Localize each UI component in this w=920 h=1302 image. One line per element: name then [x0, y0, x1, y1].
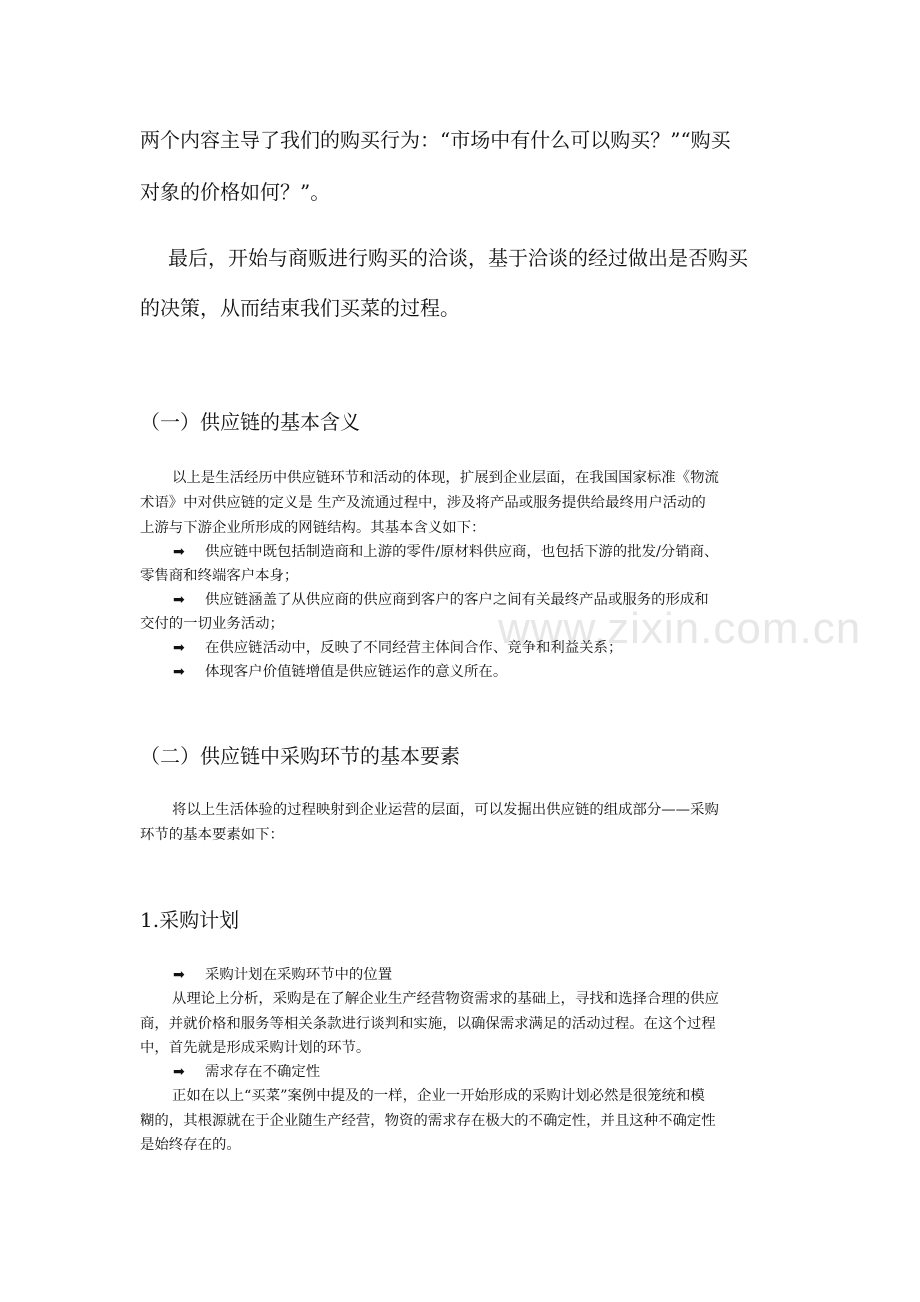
section1-bullet-3-text: 在供应链活动中，反映了不同经营主体间合作、竞争和利益关系； [205, 640, 623, 656]
section1-para-line3: 上游与下游企业所形成的网链结构。其基本含义如下： [140, 520, 486, 536]
section3-bullet-1 [173, 963, 392, 984]
intro-p1-line1: 两个内容主导了我们的购买行为：“市场中有什么可以购买？”“购买 [140, 128, 731, 152]
section3-heading: 1.采购计划 [140, 908, 240, 932]
watermark: www.zixin.com.cn [498, 604, 862, 653]
section3-p2-line3: 是始终存在的。 [140, 1137, 241, 1153]
section1-bullet-2-cont: 交付的一切业务活动； [140, 616, 284, 632]
section1-para-line1: 以上是生活经历中供应链环节和活动的体现，扩展到企业层面，在我国国家标准《物流 [172, 470, 719, 486]
arrow-icon: ➡ [173, 544, 185, 560]
section2-para-line1: 将以上生活体验的过程映射到企业运营的层面，可以发掘出供应链的组成部分——采购 [172, 802, 719, 818]
section3-p1-line3: 中，首先就是形成采购计划的环节。 [140, 1040, 371, 1056]
section2-heading: （二）供应链中采购环节的基本要素 [140, 744, 460, 768]
section1-bullet-1 [173, 540, 718, 561]
arrow-icon: ➡ [173, 967, 185, 983]
section1-bullet-2-text: 供应链涵盖了从供应商的供应商到客户的客户之间有关最终产品或服务的形成和 [205, 592, 709, 608]
intro-p2-line2: 的决策，从而结束我们买菜的过程。 [140, 296, 460, 320]
arrow-icon: ➡ [173, 592, 185, 608]
section3-bullet-2-text: 需求存在不确定性 [205, 1064, 321, 1080]
intro-p1-line2: 对象的价格如何？”。 [140, 180, 331, 204]
section3-bullet-1-text: 采购计划在采购环节中的位置 [205, 967, 393, 983]
arrow-icon: ➡ [173, 1064, 185, 1080]
section3-p1-line1: 从理论上分析，采购是在了解企业生产经营物资需求的基础上，寻找和选择合理的供应 [172, 991, 719, 1007]
section3-p2-line1: 正如在以上“买菜”案例中提及的一样，企业一开始形成的采购计划必然是很笼统和模 [172, 1088, 705, 1104]
section2-para-line2: 环节的基本要素如下： [140, 827, 284, 843]
arrow-icon: ➡ [173, 664, 185, 680]
section1-heading: （一）供应链的基本含义 [140, 410, 360, 434]
section3-p2-line2: 糊的，其根源就在于企业随生产经营，物资的需求存在极大的不确定性，并且这种不确定性 [140, 1113, 716, 1129]
section1-para-line2: 术语》中对供应链的定义是 生产及流通过程中，涉及将产品或服务提供给最终用户活动的 [140, 495, 706, 511]
section1-bullet-1-text: 供应链中既包括制造商和上游的零件/原材料供应商，也包括下游的批发/分销商、 [205, 544, 719, 560]
section1-bullet-4 [173, 660, 507, 681]
section1-bullet-3 [173, 636, 622, 657]
arrow-icon: ➡ [173, 640, 185, 656]
section1-bullet-1-cont: 零售商和终端客户本身； [140, 568, 299, 584]
section1-bullet-4-text: 体现客户价值链增值是供应链运作的意义所在。 [205, 664, 508, 680]
section1-bullet-2 [173, 588, 709, 609]
section3-bullet-2 [173, 1060, 320, 1081]
section3-p1-line2: 商，并就价格和服务等相关条款进行谈判和实施，以确保需求满足的活动过程。在这个过程 [140, 1016, 716, 1032]
intro-p2-line1: 最后，开始与商贩进行购买的洽谈，基于洽谈的经过做出是否购买 [168, 246, 748, 270]
